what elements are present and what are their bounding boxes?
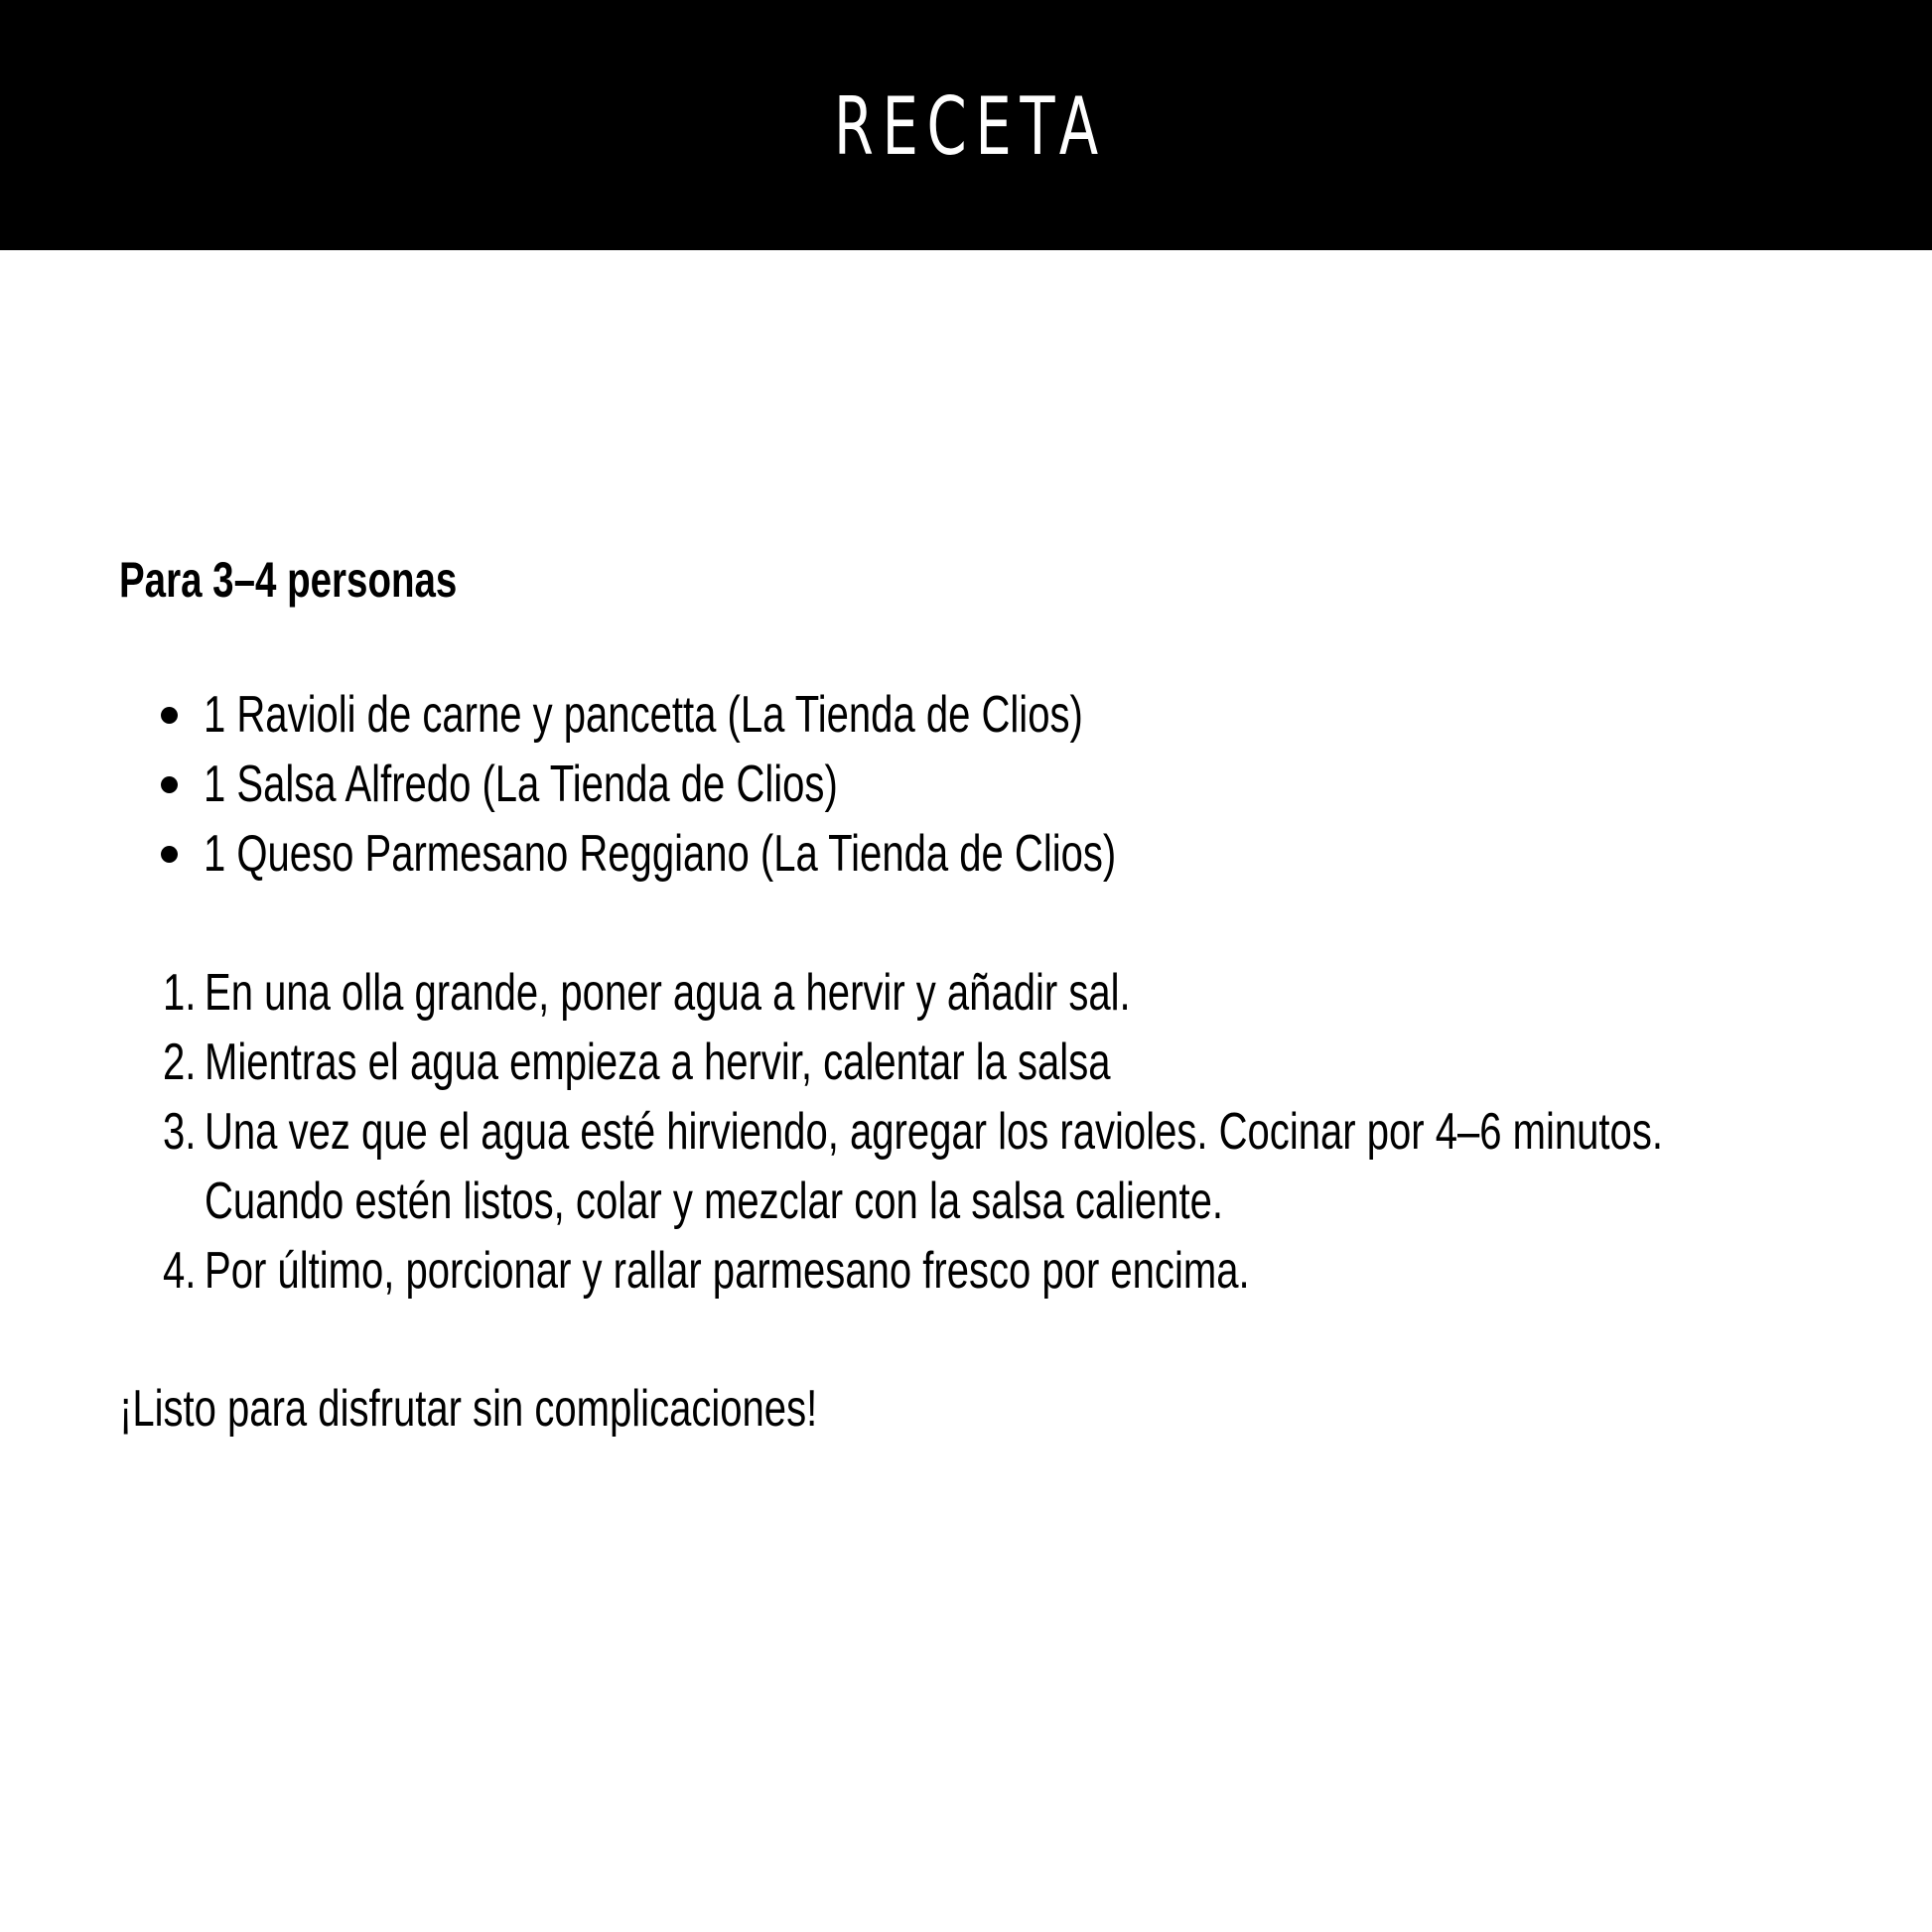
ingredient-text: 1 Salsa Alfredo (La Tienda de Clios): [204, 756, 838, 813]
step-line: Por último, porcionar y rallar parmesano fresco por encima.: [205, 1242, 1250, 1300]
step-number: 3.: [163, 1103, 197, 1161]
ingredients-list: [119, 680, 1807, 889]
bullet-icon: [161, 707, 178, 724]
ingredient-text: 1 Ravioli de carne y pancetta (La Tienda de Clios): [204, 686, 1083, 744]
page-title: RECETA: [833, 80, 1107, 173]
bullet-icon: [161, 846, 178, 863]
ingredient-text: 1 Queso Parmesano Reggiano (La Tienda de Clios): [204, 825, 1117, 883]
header-bar: [0, 0, 1932, 250]
step-item: [119, 1028, 1807, 1097]
bullet-icon: [161, 776, 178, 793]
step-text: [205, 1097, 1886, 1236]
steps-list: [119, 958, 1807, 1306]
step-line: En una olla grande, poner agua a hervir y añadir sal.: [205, 964, 1131, 1022]
recipe-content: [119, 548, 1807, 1444]
step-line: Cuando estén listos, colar y mezclar con la salsa caliente.: [205, 1173, 1223, 1230]
ingredient-item: [119, 819, 1807, 889]
closing-text: ¡Listo para disfrutar sin complicaciones!: [119, 1380, 818, 1438]
servings-heading: Para 3–4 personas: [119, 552, 458, 608]
step-line: Mientras el agua empieza a hervir, calentar la salsa: [205, 1034, 1111, 1091]
ingredient-item: [119, 750, 1807, 819]
step-line: Una vez que el agua esté hirviendo, agregar los ravioles. Cocinar por 4–6 minutos.: [205, 1103, 1663, 1161]
step-text: [205, 1028, 1886, 1097]
step-number: 4.: [163, 1242, 197, 1300]
step-number: 2.: [163, 1034, 197, 1091]
step-text: [205, 1236, 1886, 1306]
step-text: [205, 958, 1886, 1028]
step-item: [119, 958, 1807, 1028]
step-number: 1.: [163, 964, 197, 1022]
ingredient-item: [119, 680, 1807, 750]
step-item: [119, 1097, 1807, 1236]
step-item: [119, 1236, 1807, 1306]
